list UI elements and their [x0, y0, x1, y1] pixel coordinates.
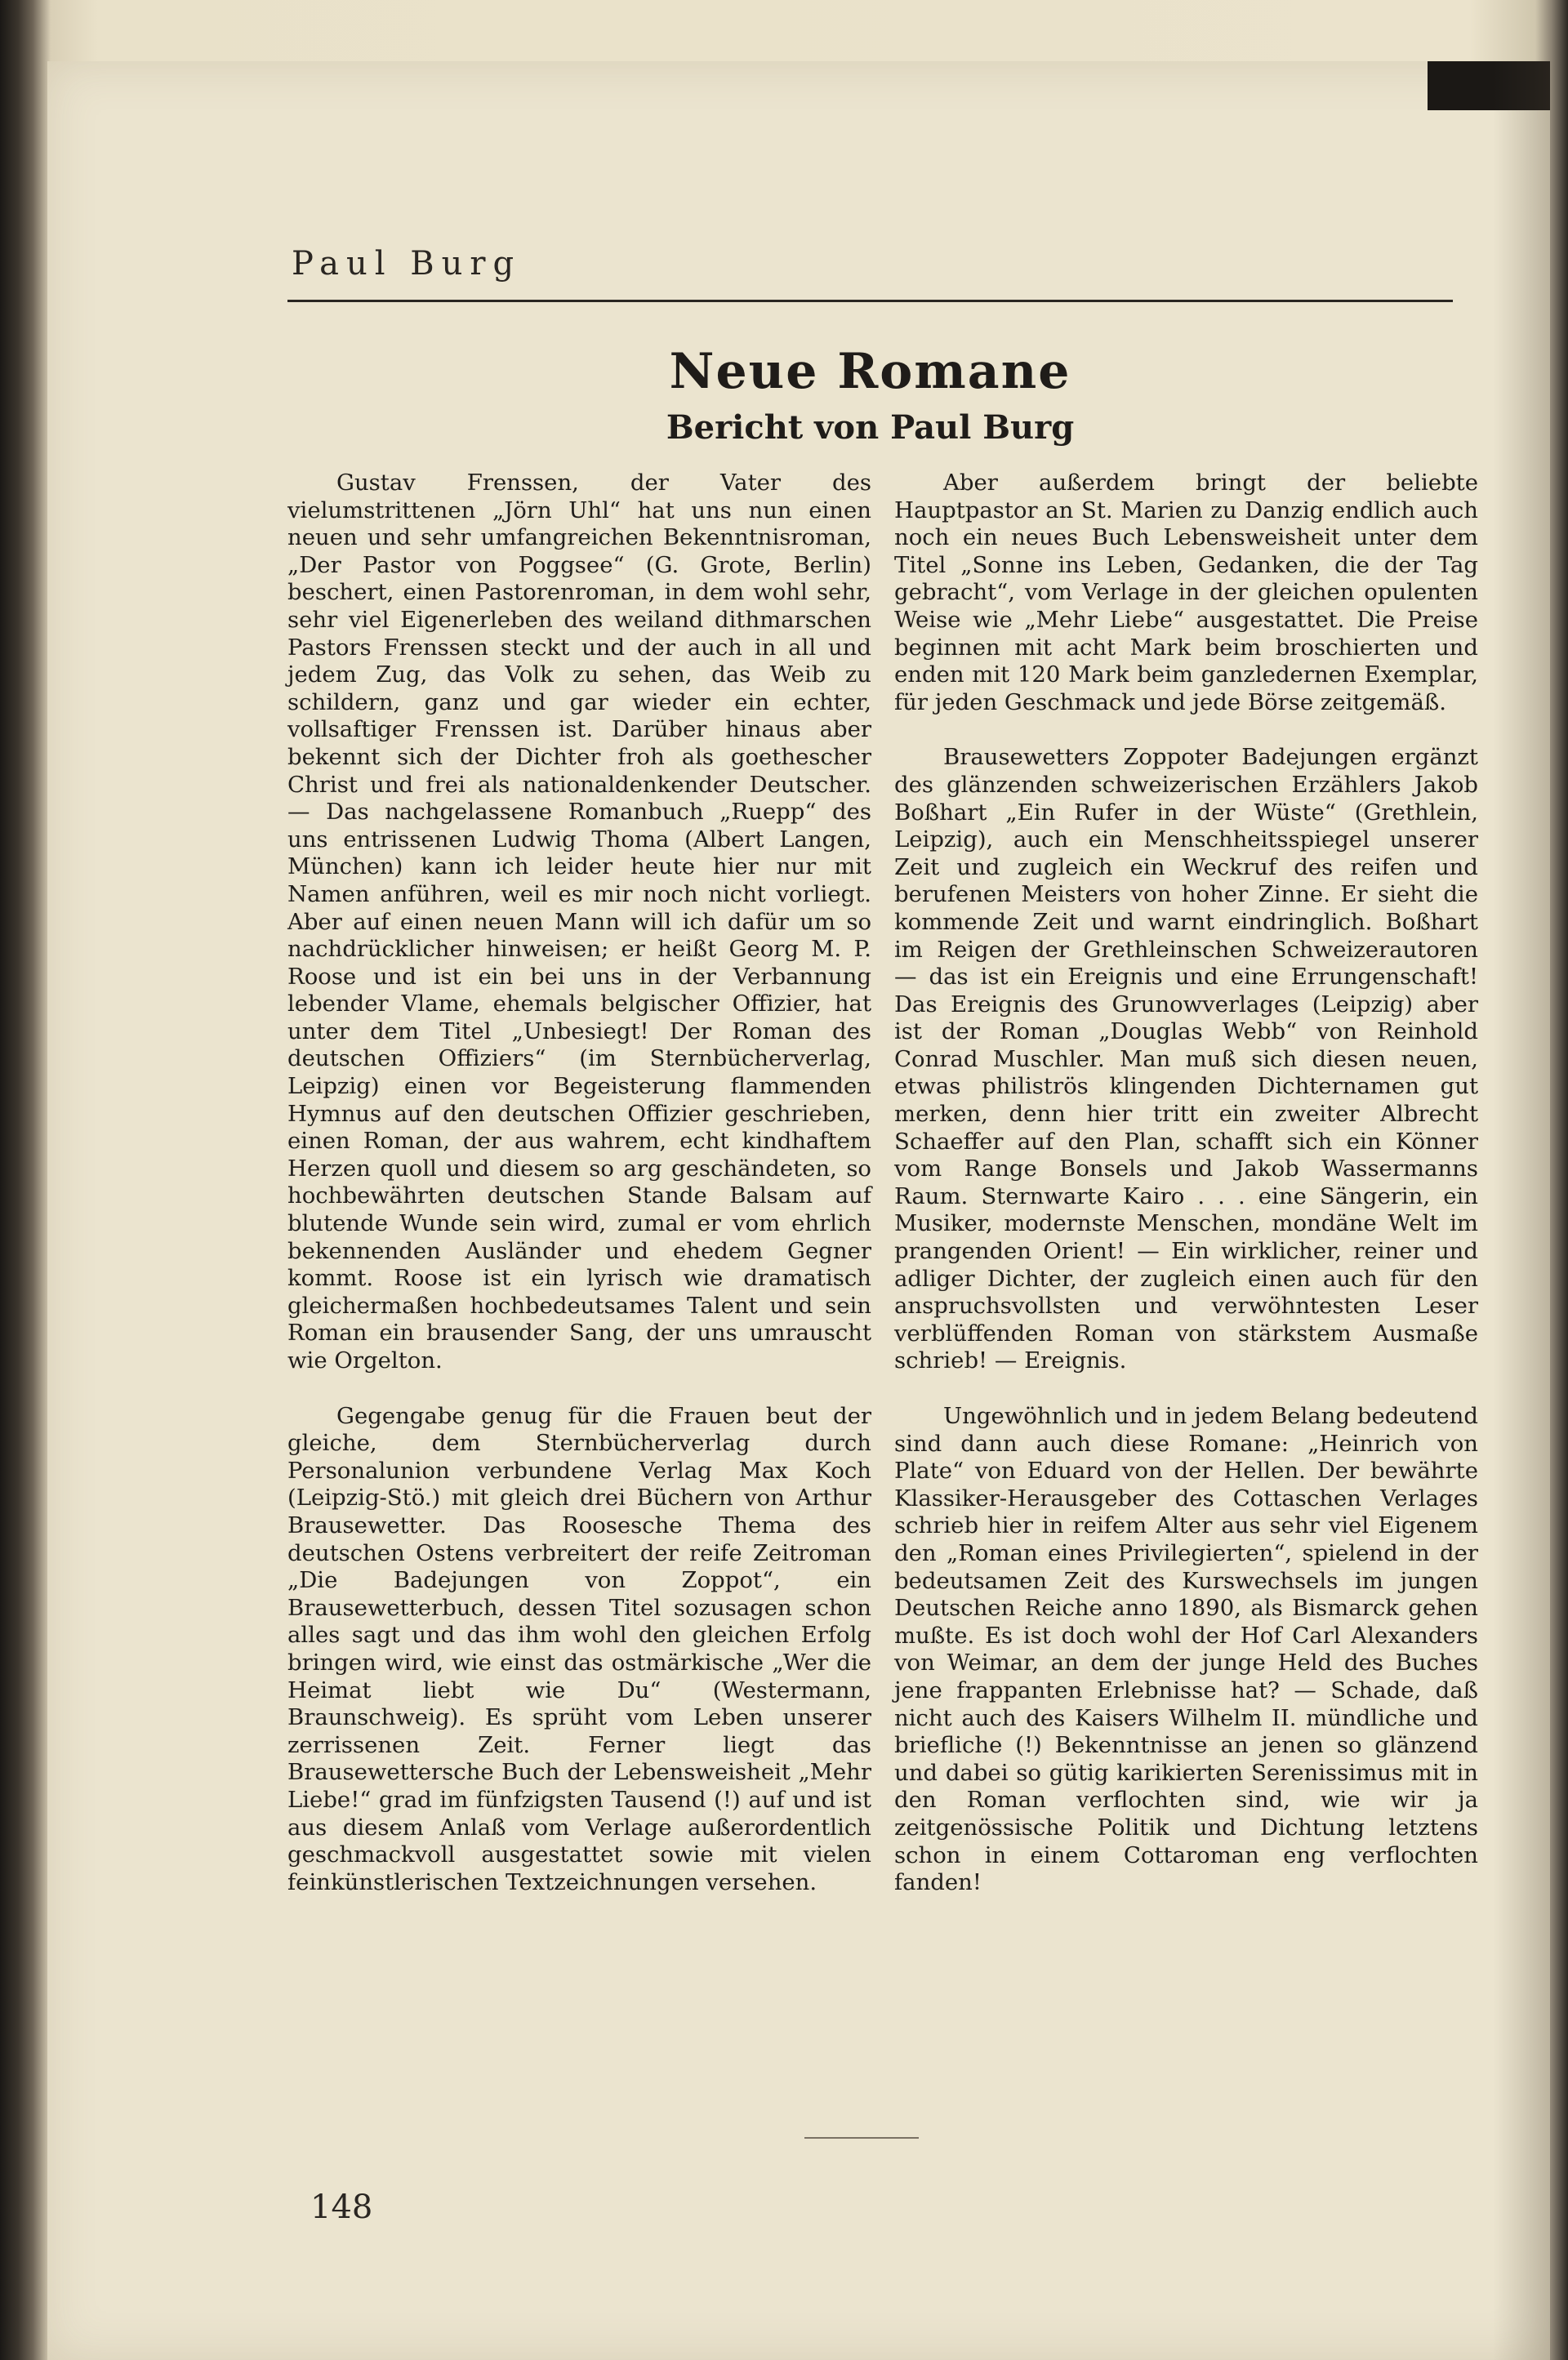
paragraph: Brausewetters Zoppoter Badejungen ergänzt des glänzenden schweizerischen Erzählers Jakob Boßhart „Ein Rufer in der Wüste“ (Grethlein, Leipzig), auch ein Menschheitsspiegel unserer Zeit und zugleich ein Weckruf des reifen und berufenen Meisters von hoher Zinne. Er sieht die kommende Zeit und warnt eindringlich. Boßhart im Reigen der Grethleinschen Schweizerautoren — das ist ein Ereignis und eine Errungenschaft! Das Ereignis des Grunowverlages (Leipzig) aber ist der Roman „Douglas Webb“ von Reinhold Conrad Muschler. Man muß sich diesen neuen, etwas philiströs klingenden Dichternamen gut merken, denn hier tritt ein zweiter Albrecht Schaeffer auf den Plan, schafft sich ein Könner vom Range Bonsels und Jakob Wassermanns Raum. Sternwarte Kairo . . . eine Sängerin, ein Musiker, modernste Menschen, mondäne Welt im prangenden Orient! — Ein wirklicher, reiner und adliger Dichter, der zugleich einen auch für den anspruchsvollsten und verwöhntesten Leser verblüffenden Roman von stärkstem Ausmaße schrieb! — Ereignis. [894, 744, 1478, 1374]
article-end-divider [804, 2137, 919, 2139]
page-number: 148 [310, 2189, 373, 2226]
right-column [894, 470, 1478, 2095]
header-rule [287, 300, 1453, 302]
article-title: Neue Romane [669, 343, 1071, 400]
paragraph: Gustav Frenssen, der Vater des vielumstrittenen „Jörn Uhl“ hat uns nun einen neuen und sehr umfangreichen Bekenntnisroman, „Der Pastor von Poggsee“ (G. Grote, Berlin) beschert, einen Pastorenroman, in dem wohl sehr, sehr viel Eigenerleben des weiland dithmarschen Pastors Frenssen steckt und der auch in all und jedem Zug, das Volk zu sehen, das Weib zu schildern, ganz und gar wieder ein echter, vollsaftiger Frenssen ist. Darüber hinaus aber bekennt sich der Dichter froh als goethescher Christ und frei als nationaldenkender Deutscher. — Das nachgelassene Romanbuch „Ruepp“ des uns entrissenen Ludwig Thoma (Albert Langen, München) kann ich leider heute hier nur mit Namen anführen, weil es mir noch nicht vorliegt. Aber auf einen neuen Mann will ich dafür um so nachdrücklicher hinweisen; er heißt Georg M. P. Roose und ist ein bei uns in der Verbannung lebender Vlame, ehemals belgischer Offizier, hat unter dem Titel „Unbesiegt! Der Roman des deutschen Offiziers“ (im Sternbücherverlag, Leipzig) einen vor Begeisterung flammenden Hymnus auf den deutschen Offizier geschrieben, einen Roman, der aus wahrem, echt kindhaftem Herzen quoll und diesem so arg geschändeten, so hochbewährten deutschen Stande Balsam auf blutende Wunde sein wird, zumal er vom ehrlich bekennenden Ausländer und ehedem Gegner kommt. Roose ist ein lyrisch wie dramatisch gleichermaßen hochbedeutsames Talent und sein Roman ein brausender Sang, der uns umrauscht wie Orgelton. [287, 470, 871, 1374]
left-column [287, 470, 871, 2095]
paragraph: Aber außerdem bringt der beliebte Hauptpastor an St. Marien zu Danzig endlich auch noch ein neues Buch Lebensweisheit unter dem Titel „Sonne ins Leben, Gedanken, die der Tag gebracht“, vom Verlage in der gleichen opulenten Weise wie „Mehr Liebe“ ausgestattet. Die Preise beginnen mit acht Mark beim broschierten und enden mit 120 Mark beim ganzledernen Exemplar, für jeden Geschmack und jede Börse zeitgemäß. [894, 470, 1478, 715]
paragraph: Ungewöhnlich und in jedem Belang bedeutend sind dann auch diese Romane: „Heinrich von Plate“ von Eduard von der Hellen. Der bewährte Klassiker-Herausgeber des Cottaschen Verlages schrieb hier in reifem Alter aus sehr viel Eigenem den „Roman eines Privilegierten“, spielend in der bedeutsamen Zeit des Kurswechsels im jungen Deutschen Reiche anno 1890, als Bismarck gehen mußte. Es ist doch wohl der Hof Carl Alexanders von Weimar, an dem der junge Held des Buches jene frappanten Erlebnisse hat? — Schade, daß nicht auch des Kaisers Wilhelm II. mündliche und briefliche (!) Bekenntnisse an jenen so glänzend und dabei so gütig karikierten Serenissimus mit in den Roman verflochten sind, wie wir ja zeitgenössische Politik und Dichtung letztens schon in einem Cottaroman eng verflochten fanden! [894, 1403, 1478, 1896]
article-subtitle: Bericht von Paul Burg [666, 408, 1075, 447]
running-header-author: Paul Burg [292, 245, 522, 283]
page-corner-shadow [1428, 61, 1550, 110]
paragraph: Gegengabe genug für die Frauen beut der gleiche, dem Sternbücherverlag durch Personalunion verbundene Verlag Max Koch (Leipzig-Stö.) mit gleich drei Büchern von Arthur Brausewetter. Das Roosesche Thema des deutschen Ostens verbreitert der reife Zeitroman „Die Badejungen von Zoppot“, ein Brausewetterbuch, dessen Titel sozusagen schon alles sagt und das ihm wohl den gleichen Erfolg bringen wird, wie einst das ostmärkische „Wer die Heimat liebt wie Du“ (Westermann, Braunschweig). Es sprüht vom Leben unserer zerrissenen Zeit. Ferner liegt das Brausewettersche Buch der Lebensweisheit „Mehr Liebe!“ grad im fünfzigsten Tausend (!) auf und ist aus diesem Anlaß vom Verlage außerordentlich geschmackvoll ausgestattet sowie mit vielen feinkünstlerischen Textzeichnungen versehen. [287, 1402, 871, 1895]
